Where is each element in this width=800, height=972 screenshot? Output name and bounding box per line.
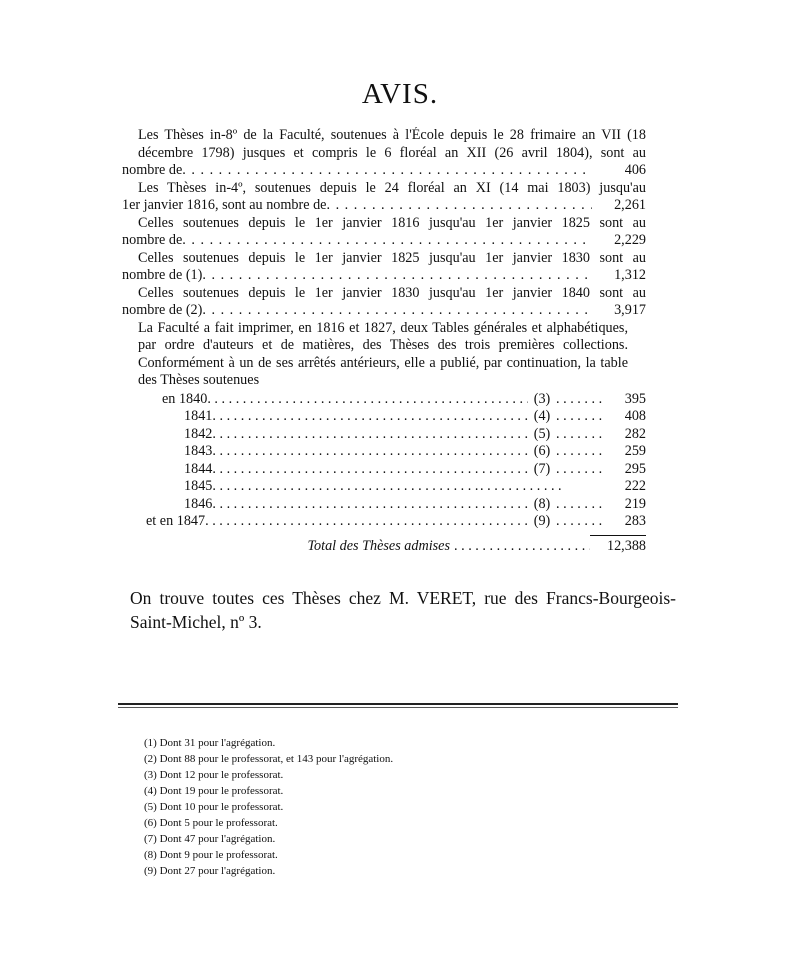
intro-paragraph-0-leader (122, 162, 646, 180)
footnote: (1) Dont 31 pour l'agrégation. (144, 737, 276, 749)
footnote-ref: (7) (533, 460, 551, 477)
dot-leader (556, 408, 604, 426)
year-label: 1841 (184, 408, 213, 424)
dot-leader (212, 443, 528, 461)
footnote-ref: (6) (533, 443, 551, 459)
intro-leader-label: nombre de (2) (122, 302, 203, 318)
dot-leader (556, 391, 604, 409)
dot-leader (556, 426, 604, 444)
dot-leader (205, 513, 528, 531)
year-row (122, 426, 646, 444)
year-row (122, 443, 646, 461)
dot-leader (556, 513, 604, 531)
footnote: (9) Dont 27 pour l'agrégation. (144, 865, 276, 877)
year-row (122, 496, 646, 514)
dot-leader (207, 391, 528, 409)
intro-count: 2,261 (614, 197, 646, 213)
footnote: (2) Dont 88 pour le professorat, et 143 pour l'agrégation. (144, 753, 394, 765)
year-label: et en 1847 (146, 513, 206, 529)
footnote-ref: (5) (533, 425, 551, 442)
total-label: Total des Thèses admises (307, 537, 450, 554)
footnote: (8) Dont 9 pour le professorat. (144, 849, 278, 861)
year-label: 1842 (184, 425, 213, 442)
dot-leader (212, 496, 528, 514)
intro-paragraph-1-text: Les Thèses in-4º, soutenues depuis le 24 floréal an XI (14 mai 1803) jusqu'au (138, 179, 646, 196)
intro-paragraph-3-leader (122, 267, 646, 285)
year-label: 1843 (184, 443, 213, 459)
intro-count: 1,312 (614, 267, 646, 283)
tables-paragraph: La Faculté a fait imprimer, en 1816 et 1827, deux Tables générales et alphabétiques, par ordre d'auteurs et de matières, des Thèses des trois premières collections. (138, 319, 628, 353)
year-count: 219 (624, 495, 646, 512)
dot-leader (212, 408, 528, 426)
dot-leader (212, 461, 528, 479)
footnote-rule (118, 703, 678, 705)
dot-leader (182, 232, 592, 250)
intro-paragraph-2-text: Celles soutenues depuis le 1er janvier 1816 jusqu'au 1er janvier 1825 sont au (138, 214, 646, 231)
footnote: (4) Dont 19 pour le professorat. (144, 785, 284, 797)
dot-leader (454, 538, 590, 556)
availability-notice: On trouve toutes ces Thèses chez M. VERET, rue des Francs-Bourgeois-Saint-Michel, nº 3. (130, 588, 676, 632)
dot-leader (212, 478, 480, 496)
year-label: 1845 (184, 478, 213, 494)
year-list (122, 391, 646, 531)
footnote-rule-thin (118, 707, 678, 708)
year-row (122, 408, 646, 426)
footnote: (5) Dont 10 pour le professorat. (144, 801, 284, 813)
year-row (122, 513, 646, 531)
year-count: 295 (624, 460, 646, 477)
year-label: 1844 (184, 460, 213, 477)
footnote-ref: (4) (533, 408, 551, 424)
intro-leader-label: nombre de (1) (122, 267, 203, 283)
intro-paragraph-4-text: Celles soutenues depuis le 1er janvier 1830 jusqu'au 1er janvier 1840 sont au (138, 284, 646, 301)
intro-count: 406 (624, 162, 646, 178)
footnote: (7) Dont 47 pour l'agrégation. (144, 833, 276, 845)
dot-leader (556, 461, 604, 479)
avis-body (122, 127, 646, 555)
dot-leader (556, 443, 604, 461)
year-count: 395 (624, 390, 646, 407)
footnotes (144, 735, 393, 879)
total-value: 12,388 (590, 535, 646, 556)
dot-leader (202, 302, 592, 320)
year-count: 282 (624, 425, 646, 442)
dot-leader (326, 197, 592, 215)
footnote-ref: (8) (533, 495, 551, 512)
year-count: 408 (624, 408, 646, 424)
footnote-ref: (9) (533, 513, 551, 529)
dot-leader (202, 267, 592, 285)
page-title: AVIS. (361, 78, 439, 110)
year-count: 259 (624, 443, 646, 459)
intro-paragraph-0-text: Les Thèses in-8º de la Faculté, soutenues à l'École depuis le 28 frimaire an VII (18 décembre 1798) jusques et compris le 6 floréal an XII (26 avril 1804), sont au (138, 127, 646, 161)
dot-leader (480, 478, 604, 496)
intro-count: 3,917 (614, 302, 646, 318)
intro-leader-label: 1er janvier 1816, sont au nombre de (122, 197, 327, 213)
year-row (122, 461, 646, 479)
intro-paragraph-1-leader (122, 197, 646, 215)
year-label: en 1840 (162, 390, 208, 407)
dot-leader (212, 426, 528, 444)
year-row (122, 391, 646, 409)
continuation-paragraph: Conformément à un de ses arrêtés antérieurs, elle a publié, par continuation, la table des Thèses soutenues (138, 354, 628, 388)
intro-paragraph-4-leader (122, 302, 646, 320)
total-row (122, 535, 646, 556)
intro-count: 2,229 (614, 232, 646, 248)
footnote: (6) Dont 5 pour le professorat. (144, 817, 278, 829)
year-label: 1846 (184, 495, 213, 512)
year-row (122, 478, 646, 496)
intro-paragraph-2-leader (122, 232, 646, 250)
year-count: 283 (624, 513, 646, 529)
intro-leader-label: nombre de (122, 162, 183, 178)
year-count: 222 (624, 478, 646, 494)
intro-leader-label: nombre de (122, 232, 183, 248)
intro-paragraph-3-text: Celles soutenues depuis le 1er janvier 1825 jusqu'au 1er janvier 1830 sont au (138, 249, 646, 266)
footnote-ref: (3) (533, 390, 551, 407)
dot-leader (182, 162, 592, 180)
footnote: (3) Dont 12 pour le professorat. (144, 769, 284, 781)
dot-leader (556, 496, 604, 514)
